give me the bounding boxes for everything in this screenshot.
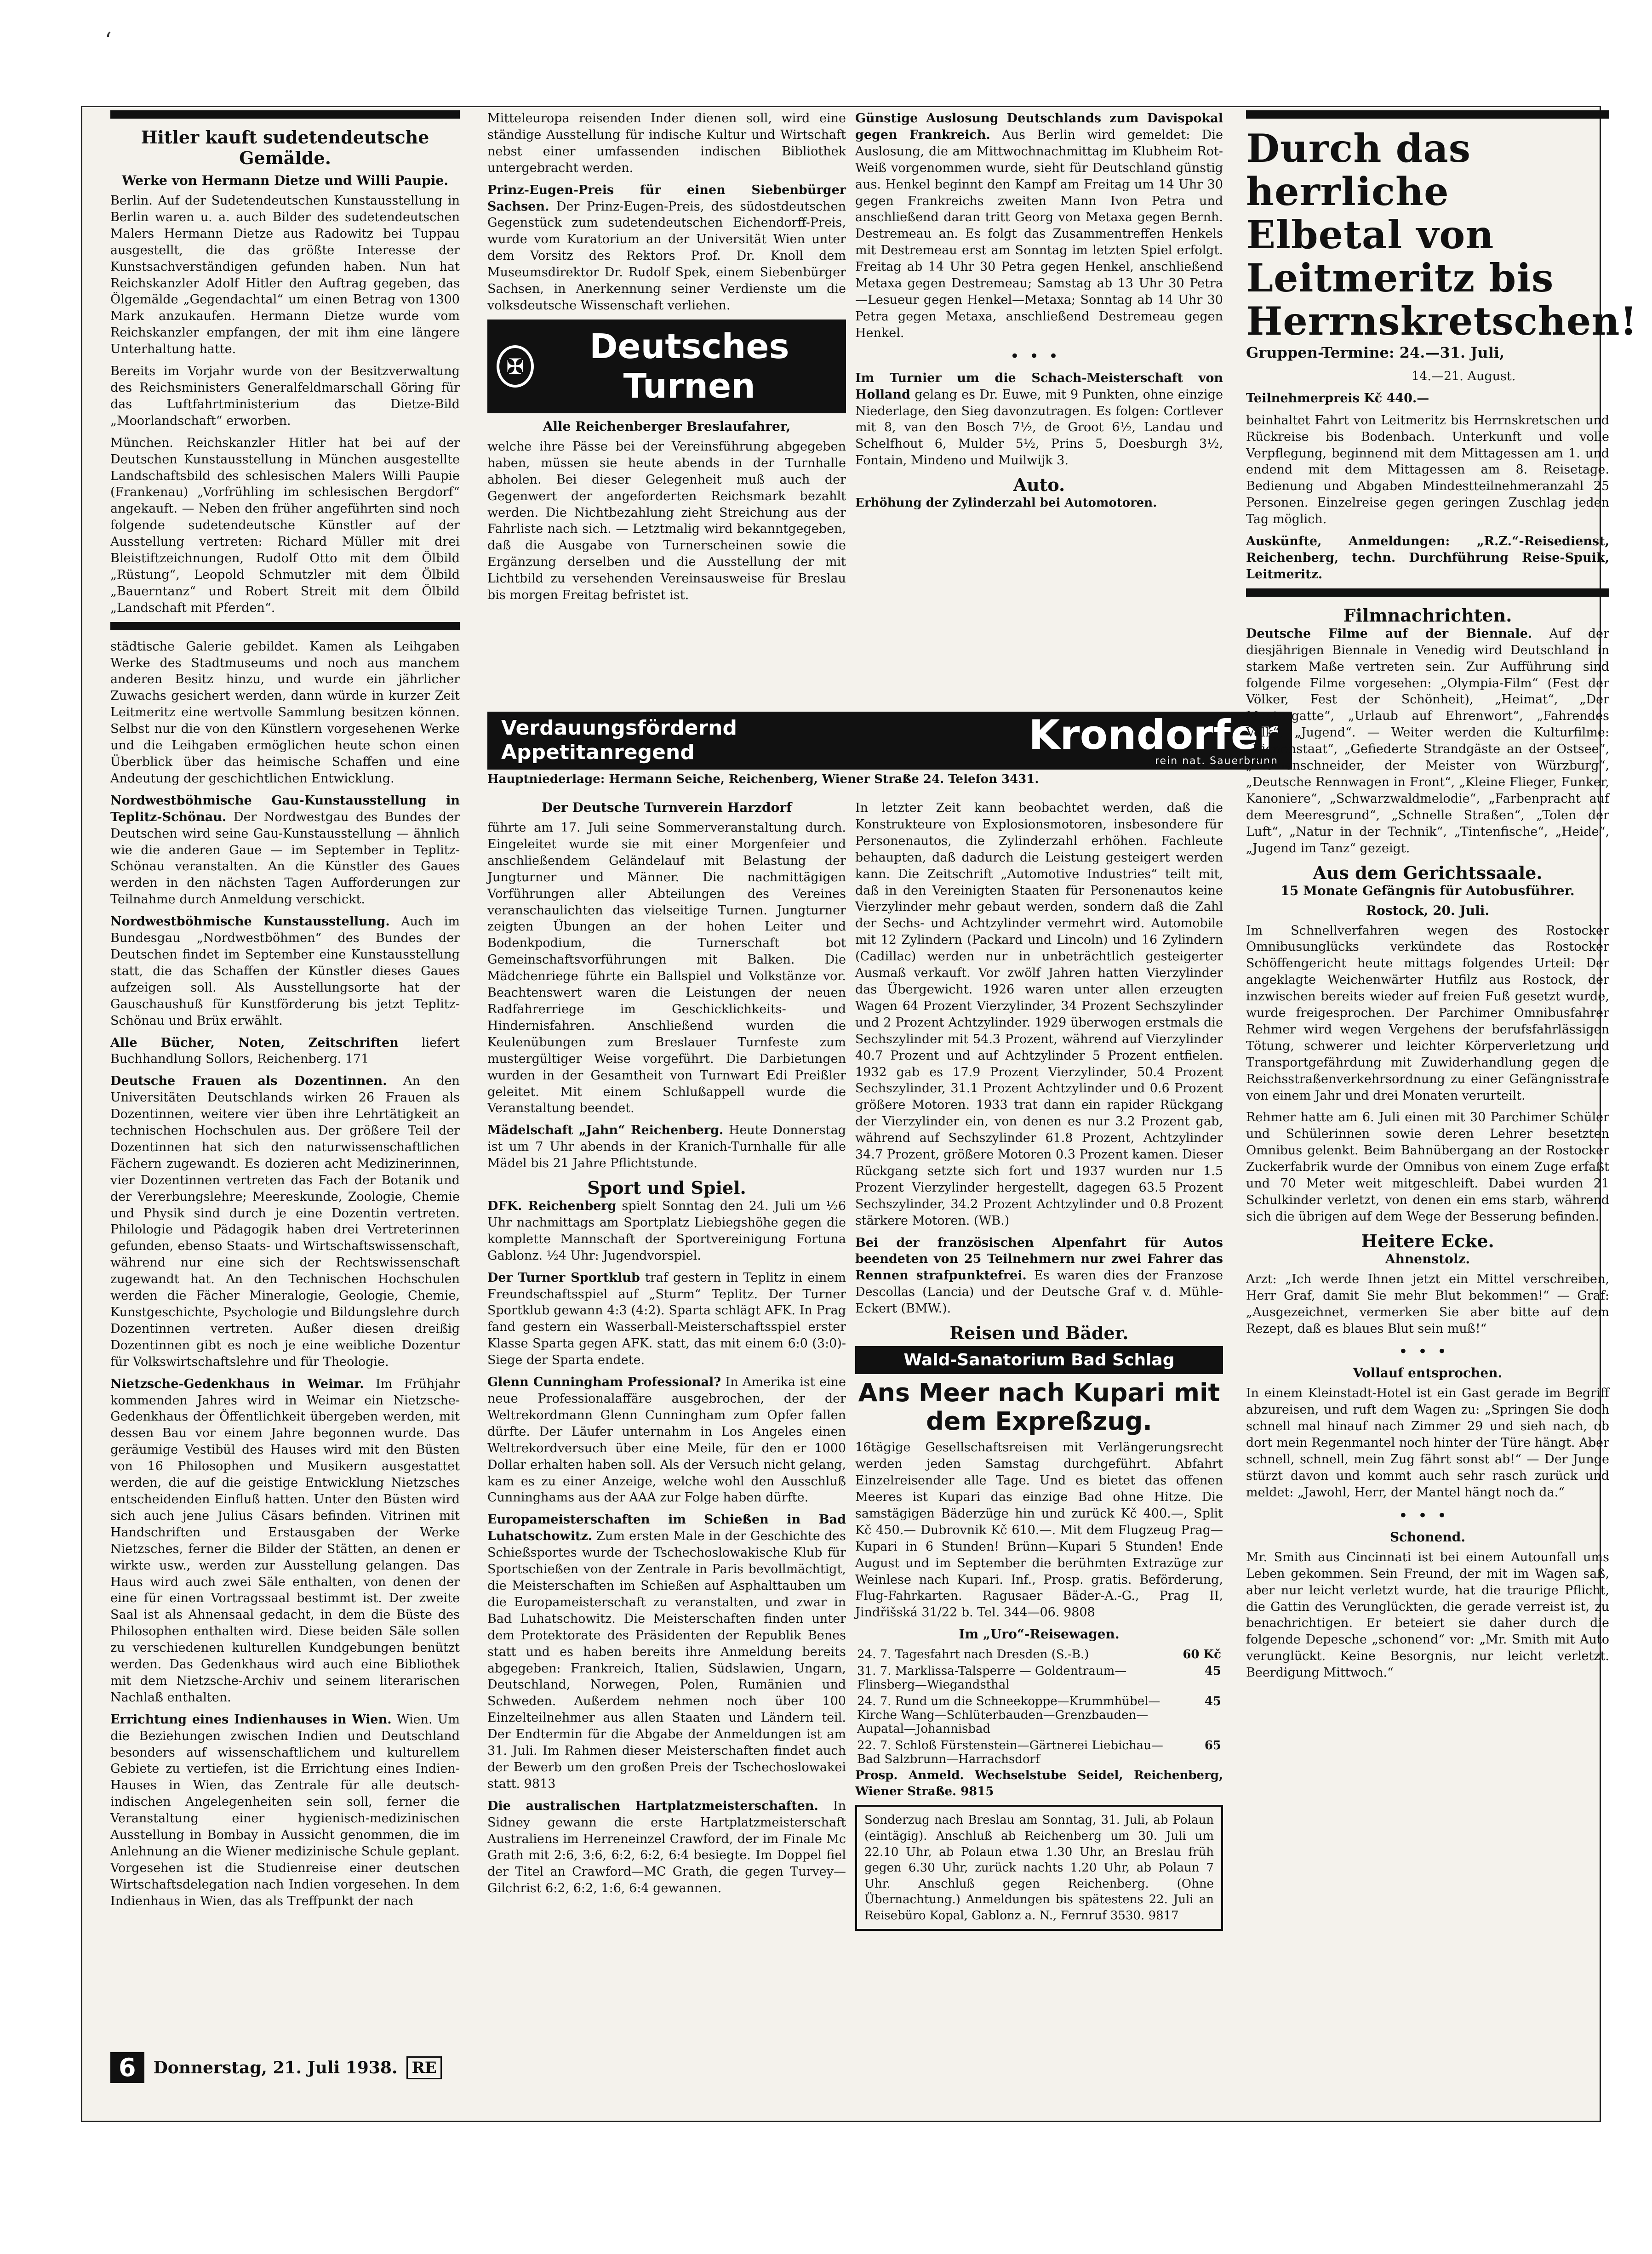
news-text: traf gestern in Teplitz in einem Freundschaftsspiel auf „Sturm“ Teplitz. Der Turner Sportklub gewann 4:3 (4:2). Sparta schlägt AFK. In Prag fand gestern ein Wasserball-Meisterschaftsspiel erster Klasse Sparta gegen AFK. statt, das mit einem 6:0 (3:0)-Siege der Sparta endete. <box>487 1270 846 1368</box>
news-head: Günstige Auslosung Deutschlands zum Davispokal gegen Frankreich. <box>855 111 1223 142</box>
section-title-humor: Heitere Ecke. <box>1361 1230 1494 1251</box>
column-rule <box>110 110 460 119</box>
article-paragraph: städtische Galerie gebildet. Kamen als Leihgaben Werke des Stadtmuseums und noch aus manchem anderen Besitz hinzu, und wurde ein jährlicher Zuwachs gesichert werden, dann würde in kurzer Zeit Leitmeritz eine wertvolle Sammlung besitzen können. Selbst nur die von den Künstlern vorgesehenen Werke und die Leihgaben ermöglichen heute schon einen Überblick über das heimische Schaffen und eine Andeutung der geschichtlichen Entwicklung. <box>110 639 460 786</box>
group-dates-2: 14.—21. August. <box>1412 369 1516 383</box>
article-paragraph: Im Schnellverfahren wegen des Rostocker Omnibusunglücks verkündete das Rostocker Schöffengericht heute mittags folgendes Urteil: Der angeklagte Weichenwärter Hutfilz aus Rostock, der inzwischen bereits wieder auf freien Fuß gesetzt wurde, wurde freigesprochen. Der Parchimer Omnibusfahrer Rehmer wird wegen Vergehens der berufsfahrlässigen Tötung, schwerer und leichter Körperverletzung und Transportgefährdung mit Zuwiderhandlung gegen die Reichsstraßenverkehrsordnung zu einer Gefängnisstrafe von einem Jahr und drei Monaten verurteilt. <box>1246 923 1609 1103</box>
article-paragraph: führte am 17. Juli seine Sommerveranstaltung durch. Eingeleitet wurde sie mit einer Morgenfeier und anschließendem Geländelauf mit Belastung der Jungturner und Männer. Die nachmittägigen Vorführungen aller Abteilungen des Vereines veranschaulichten das vielseitige Turnen. Jungturner zeigten Übungen an der hohen Leiter und Bodenkpodium, die Turnerschaft bot Gemeinschaftsvorführungen mit Balken. Die Mädchenriege führte ein Ballspiel und Volkstänze vor. Beachtenswert waren die Leistungen der neuen Radfahrerriege im Geschicklichkeits- und Hindernisfahren. Anschließend wurden die Keulenübungen zum Breslauer Turnfeste zum mustergültiger Weise vorgeführt. Die Darbietungen wurden in der Gesamtheit von Turnwart Edi Preißler geleitet. Mit einem Schlußappell wurde die Veranstaltung beendet. <box>487 821 846 1116</box>
column-rule <box>110 622 460 630</box>
article-headline: Hitler kauft sudetendeutsche Gemälde. <box>141 127 429 168</box>
article-paragraph: Mitteleuropa reisenden Inder dienen soll, wird eine ständige Ausstellung für indische Kultur und Wirtschaft nebst einer umfassenden indischen Bibliothek untergebracht werden. <box>487 111 846 175</box>
column-1 <box>110 110 460 1915</box>
ad-line: Appetitanregend <box>501 741 695 764</box>
news-head: Errichtung eines Indienhauses in Wien. <box>110 1712 392 1727</box>
news-head: Prinz-Eugen-Preis für einen Siebenbürger Sachsen. <box>487 183 846 214</box>
section-title-sport: Sport und Spiel. <box>587 1177 746 1198</box>
news-text: Der Nordwestgau des Bundes der Deutschen wird seine Gau-Kunstausstellung — ähnlich wie die anderen Gaue — im September in Teplitz-Schönau veranstalten. An die Künstler des Gaues werden in den nächsten Tagen Aufforderungen zur Teilnahme durch Anmeldung verschickt. <box>110 810 460 907</box>
trip-price: 45 <box>1204 1664 1221 1678</box>
ad-line: Verdauungsfördernd <box>501 716 737 740</box>
joke-text: In einem Kleinstadt-Hotel ist ein Gast gerade im Begriff abzureisen, und ruft dem Wagen zu: „Springen Sie doch schnell mal hinauf nach Zimmer 29 und sieh nach, ob dort mein Regenmantel noch hinter der Türe hängt. Aber schnell, schnell, mein Zug fährt sonst ab!“ — Der Junge stürzt davon und kommt auch sehr rasch zurück und meldet: „Jawohl, Herr, der Mantel hängt noch da.“ <box>1246 1386 1609 1500</box>
section-title-film: Filmnachrichten. <box>1343 605 1512 626</box>
news-head: Im Turnier um die Schach-Meisterschaft von Holland <box>855 371 1223 402</box>
joke-text: Arzt: „Ich werde Ihnen jetzt ein Mittel verschreiben, Herr Graf, damit Sie mehr Blut bekommen!“ — Graf: „Ausgezeichnet, vermerken Sie aber bitte auf dem Rezept, daß es blaues Blut sein muß!“ <box>1246 1272 1609 1336</box>
ad-brand: Krondorfer <box>1029 711 1278 759</box>
column-rule <box>1246 110 1609 119</box>
column-2 <box>487 110 846 609</box>
table-row <box>855 1737 1223 1768</box>
news-text: Heute Donnerstag ist um 7 Uhr abends in der Kranich-Turnhalle für alle Mädel bis 21 Jahre Pflichtstunde. <box>487 1123 846 1171</box>
section-title-auto: Auto. <box>1013 474 1065 496</box>
publisher-logo: RE <box>406 2056 441 2079</box>
news-head: Deutsche Filme auf der Biennale. <box>1246 626 1532 641</box>
news-text: In Sidney gewann die erste Hartplatzmeisterschaft Australiens im Herreneinzel Crawford, der im Finale Mc Grath mit 2:6, 3:6, 6:2, 6:2, 6:4 besiegte. Im Doppel fiel der Titel an Crawford—MC Grath, die gegen Turvey—Gilchrist 6:2, 6:2, 1:6, 6:4 gewannen. <box>487 1798 846 1896</box>
joke-title: Vollauf entsprochen. <box>1353 1365 1503 1381</box>
article-paragraph: Rehmer hatte am 6. Juli einen mit 30 Parchimer Schüler und Schülerinnen sowie deren Lehrer besetzten Omnibus gelenkt. Beim Bahnübergang an der Rostocker Zuckerfabrik wurde der Omnibus von einem Zuge erfaßt und 70 Meter weit mitgeschleift. Dabei wurden 21 Schulkinder verletzt, von denen ein ems starb, während sich die übrigen auf dem Wege der Besserung befinden. <box>1246 1110 1609 1224</box>
article-paragraph: 16tägige Gesellschaftsreisen mit Verlängerungsrecht werden jeden Samstag durchgeführt. Abfahrt Einzelreisender alle Tage. Und es bietet das offenen Meeres ist Kupari das einzige Bad ohne Hitze. Die samstägigen Bäderzüge hin und zurück Kč 400.—, Split Kč 450.— Dubrovnik Kč 610.—. Mit dem Flugzeug Prag—Kupari in 6 Stunden! Brünn—Kupari 5 Stunden! Ende August und im September die berühmten Extrazüge zur Weinlese nach Kupari. Inf., Prosp. gratis. Beförderung, Flug-Fahrkarten. Ragusaer Bäder-A.-G., Prag II, Jindřišská 31/22 b. Tel. 344—06. 9808 <box>855 1440 1223 1620</box>
separator-dots: ••• <box>1398 1342 1457 1361</box>
news-text: Auch im Bundesgau „Nordwestböhmen“ des Bundes der Deutschen findet im September eine Kunstausstellung statt, die das Schaffen der Künstler dieses Gaues aufzeigen soll. Als Ausstellungsorte hat der Gauschaushuß für Kunstförderung bis jetzt Teplitz-Schönau und Brüx erwählt. <box>110 914 460 1028</box>
issue-date: Donnerstag, 21. Juli 1938. <box>153 2058 398 2077</box>
column-3 <box>855 110 1223 517</box>
news-text: Im Frühjahr kommenden Jahres wird in Weimar ein Nietzsche-Gedenkhaus der Öffentlichkeit übergeben werden, mit dessen Bau vor einem Jahre begonnen wurde. Das geräumige Vestibül des Hauses wird mit den Büsten von 16 Philosophen und Musikern ausgestattet werden, die auf die geistige Entwicklung Nietzsches entscheidenden Einfluß hatten. Unter den Büsten wird sich auch jene Julius Cäsars befinden. Vitrinen mit Handschriften und Erstausgaben der Werke Nietzsches, ferner die Bilder der Stätten, an denen er wirkte usw., werden zur Ausstellung gelangen. Das Haus wird auch zwei Säle enthalten, von denen der eine für einen Vortragssaal bestimmt ist. Der zweite Saal ist als Ahnensaal gedacht, in dem die Büste des Philosophen enthalten wird. Diese beiden Säle sollen zu verschiedenen kulturellen Kundgebungen benützt werden. Das Gedenkhaus wird auch eine Bibliothek mit dem Nietzsche-Archiv und seinem literarischen Nachlaß enthalten. <box>110 1376 460 1705</box>
trip-desc: 22. 7. Schloß Fürstenstein—Gärtnerei Liebichau—Bad Salzbrunn—Harrachsdorf <box>857 1739 1163 1767</box>
page-number: 6 <box>110 2052 144 2083</box>
ad-tagline: rein nat. Sauerbrunn <box>1155 755 1278 767</box>
news-head: Mädelschaft „Jahn“ Reichenberg. <box>487 1123 724 1138</box>
page-footer <box>110 2052 460 2083</box>
joke-title: Schonend. <box>1389 1529 1466 1545</box>
article-paragraph: Bereits im Vorjahr wurde von der Besitzverwaltung des Reichsministers Generalfeldmarschall Göring für das Luftfahrtministerium das Dietze-Bild „Moorlandschaft“ erworben. <box>110 364 460 428</box>
table-row <box>855 1646 1223 1663</box>
news-text: Auf der diesjährigen Biennale in Venedig wird Deutschland in starkem Maße vertreten sein. Zur Aufführung sind folgende Filme vorgesehen: „Olympia-Film“ (Fest der Völker, Fest der Schönheit), „Heimat“, „Der Mustergatte“, „Urlaub auf Ehrenwort“, „Fahrendes Volk“, „Jugend“. — Weiter werden die Kulturfilme: „Bienenstaat“, „Gefiederte Strandgäste an der Ostsee“, „Riemenschneider, der Meister von Würzburg“, „Deutsche Rennwagen in Front“, „Kleine Flieger, Funker, Kanoniere“, „Schwarzwaldmelodie“, „Farbenpracht auf dem Meeresgrund“, „Schnelle Straßen“, „Tolen der Luft“, „Natur in der Technik“, „Tintenfische“, „Heide“, „Jugend im Tanz“ gezeigt. <box>1246 626 1609 856</box>
margin-mark: ʻ <box>105 28 112 52</box>
trip-desc: 31. 7. Marklissa-Talsperre — Goldentraum—Flinsberg—Wiegandsthal <box>857 1664 1127 1692</box>
table-row <box>855 1693 1223 1737</box>
trip-table <box>855 1646 1223 1768</box>
article-subtitle: Werke von Hermann Dietze und Willi Paupie. <box>122 173 448 188</box>
trip-footer: Prosp. Anmeld. Wechselstube Seidel, Reichenberg, Wiener Straße. 9815 <box>855 1769 1223 1798</box>
ad-footer: Hauptniederlage: Hermann Seiche, Reichenberg, Wiener Straße 24. Telefon 3431. <box>487 772 1039 786</box>
news-text: Der Prinz-Eugen-Preis, des südostdeutschen Gegenstück zum sudetendeutschen Eichendorff-Preis, wurde vom Kuratorium an der Universität Wien unter dem Vorsitz des Rektors Prof. Dr. Knoll dem Museumsdirektor Dr. Rudolf Spek, einem Siebenbürger Sachsen, in Anerkennung seiner Verdienste um die volksdeutsche Wissenschaft verliehen. <box>487 199 846 313</box>
news-head: Nordwestböhmische Kunstausstellung. <box>110 914 390 929</box>
news-head: Die australischen Hartplatzmeisterschaften. <box>487 1798 818 1813</box>
sanatorium-ad: Wald-Sanatorium Bad Schlag <box>855 1346 1223 1374</box>
article-paragraph: Auskünfte, Anmeldungen: „R.Z.“-Reisedienst, Reichenberg, techn. Durchführung Reise-Spuik, Leitmeritz. <box>1246 534 1609 582</box>
trip-price: 60 Kč <box>1183 1648 1221 1662</box>
news-head: Glenn Cunningham Professional? <box>487 1375 721 1390</box>
court-subtitle: 15 Monate Gefängnis für Autobusführer. <box>1280 883 1575 898</box>
group-dates: Gruppen-Termine: 24.—31. Juli, <box>1246 344 1505 362</box>
section-title-reisen: Reisen und Bäder. <box>949 1323 1129 1344</box>
article-headline: Alle Reichenberger Breslaufahrer, <box>543 418 791 434</box>
news-text: spielt Sonntag den 24. Juli um ½6 Uhr nachmittags am Sportplatz Liebiegshöhe gegen die komplette Mannschaft der Sportvereinigung Fortuna Gablonz. ½4 Uhr: Jugendvorspiel. <box>487 1199 846 1263</box>
uro-title: Im „Uro“-Reisewagen. <box>959 1626 1120 1642</box>
ad-text: liefert Buchhandlung Sollors, Reichenberg. 171 <box>110 1035 460 1067</box>
participant-price: Teilnehmerpreis Kč 440.— <box>1246 391 1429 405</box>
ad-head: Alle Bücher, Noten, Zeitschriften <box>110 1035 399 1050</box>
separator-dots: ••• <box>1010 347 1069 365</box>
article-headline: Der Deutsche Turnverein Harzdorf <box>541 800 792 815</box>
news-head: Erhöhung der Zylinderzahl bei Automotoren. <box>855 496 1157 510</box>
court-dateline: Rostock, 20. Juli. <box>1366 902 1490 918</box>
trip-price: 65 <box>1204 1739 1221 1753</box>
column-4 <box>1246 110 1638 1687</box>
separator-dots: ••• <box>1398 1506 1457 1525</box>
box-text: Sonderzug nach Breslau am Sonntag, 31. Juli, ab Polaun (eintägig). Anschluß ab Reichenberg um 30. Juli um 22.10 Uhr, ab Polaun etwa 1.30 Uhr, an Breslau früh gegen 6.30 Uhr, zurück nachts 1.20 Uhr, ab Polaun 7 Uhr. Anschluß gegen Reichenberg. (Ohne Übernachtung.) Anmeldungen bis spätestens 22. Juli an Reisebüro Kopal, Gablonz a. N., Fernruf 3530. 9817 <box>864 1813 1214 1923</box>
section-title-court: Aus dem Gerichtssaale. <box>1313 862 1543 883</box>
table-row <box>855 1663 1223 1693</box>
section-title: Deutsches Turnen <box>589 326 789 406</box>
news-text: In Amerika ist eine neue Professionalaffäre ausgebrochen, der der Weltrekordmann Glenn Cunningham zum Opfer fallen dürfte. Der Läufer unternahm in Los Angeles einen Weltrekordversuch über eine Meile, für den er 1000 Dollar erhalten haben soll. Als der Versuch nicht gelang, kam es zu einer Anzeige, welche wohl den Ausschluß Cunninghams aus der AAA zur Folge haben dürfte. <box>487 1375 846 1505</box>
kupari-headline: Ans Meer nach Kupari mit dem Expreßzug. <box>858 1378 1220 1436</box>
news-head: DFK. Reichenberg <box>487 1199 617 1214</box>
news-head: Bei der französischen Alpenfahrt für Autos beendeten von 25 Teilnehmern nur zwei Fahrer das Rennen strafpunktefrei. <box>855 1235 1223 1283</box>
joke-title: Ahnenstolz. <box>1385 1251 1470 1267</box>
news-text: gelang es Dr. Euwe, mit 9 Punkten, ohne einzige Niederlage, den Sieg davonzutragen. Es folgen: Cortlever mit 8, van den Bosch 7½, de Groot 6½, Landau und Schelfhout 6, Mulder 5½, Prins 5, Doesburgh 3½, Fontain, Mindeno und Muilwijk 3. <box>855 387 1223 468</box>
article-paragraph: München. Reichskanzler Hitler hat bei auf der Deutschen Kunstausstellung in München ausgestellte Landschaftsbild des schlesischen Malers Willi Paupie (Frankenau) „Vorfrühling im schlesischen Bergdorf“ angekauft. — Neben den früher angeführten sind noch folgende sudetendeutsche Künstler auf der Ausstellung vertreten: Richard Müller mit drei Bleistiftzeichnungen, Rudolf Otto mit dem Ölbild „Rüstung“, Leopold Schmutzler mit dem Ölbild „Bauerntanz“ und Robert Streit mit dem Ölbild „Landschaft mit Pferden“. <box>110 435 460 615</box>
news-head: Deutsche Frauen als Dozentinnen. <box>110 1074 387 1089</box>
news-text: An den Universitäten Deutschlands wirken 26 Frauen als Dozentinnen, weitere vier üben ihre Lehrtätigkeit an technischen Hochschulen aus. Der größere Teil der Dozentinnen hat sich den naturwissenschaftlichen Fächern zugewandt. Es dozieren acht Medizinerinnen, vier Dozentinnen vertreten das Fach der Botanik und der Vererbungslehre; Meereskunde, Zoologie, Chemie und Physik sind durch je eine Dozentin vertreten. Philologie und Pädagogik haben drei Vertreterinnen gefunden, ebenso Staats- und Wirtschaftswissenschaft, während nur eine sich der Rechtswissenschaft zugewandt hat. An den Technischen Hochschulen werden die Fächer Mineralogie, Geologie, Chemie, Kunstgeschichte, Psychologie und Bildungslehre durch Dozentinnen vertreten. Außer diesen dreißig Dozentinnen gibt es noch je eine weibliche Dozentur für Volkswirtschaftslehre und für Theologie. <box>110 1074 460 1369</box>
news-head: Nordwestböhmische Gau-Kunstausstellung in Teplitz-Schönau. <box>110 793 460 824</box>
news-text: Aus Berlin wird gemeldet: Die Auslosung, die am Mittwochnachmittag im Klubheim Rot-Weiß vorgenommen wurde, sieht für Deutschland günstig aus. Henkel beginnt den Kampf am Freitag um 14 Uhr 30 gegen Frankreichs zweiten Mann Ivon Petra und anschließend daran tritt Georg von Metaxa gegen Bernh. Destremeau an. Es folgt das Zusammentreffen Henkels mit Destremeau erst am Sonntag im letzten Spiel erfolgt. Freitag ab 14 Uhr 30 Petra gegen Henkel, anschließend Metaxa gegen Destremeau; Samstag ab 13 Uhr 30 Petra—Lesueur gegen Henkel—Metaxa; Sonntag ab 14 Uhr 30 Petra gegen Metaxa, anschließend Destremeau gegen Henkel. <box>855 127 1223 340</box>
article-paragraph: In letzter Zeit kann beobachtet werden, daß die Konstrukteure von Explosionsmotoren, insbesondere für Personenautos, die Zylinderzahl erhöhen. Fachleute behaupten, daß dadurch die Leistung gesteigert werden kann. Die Zeitschrift „Automotive Industries“ teilt mit, daß in den Vereinigten Staaten für Personenautos keine Vierzylinder mehr gebaut werden, sondern daß die Zahl der Sechs- und Achtzylinder vermehrt wird. Automobile mit 12 Zylindern (Packard und Lincoln) und 16 Zylindern (Cadillac) werden nur in unbeträchtlich gesteigerter Ausmaß verkauft. Vor zwölf Jahren hatten Vierzylinder das Übergewicht. 1926 waren unter allen erzeugten Wagen 64 Prozent Vierzylinder, 34 Prozent Sechszylinder und 2 Prozent Achtzylinder. 1929 überwogen erstmals die Sechszylinder mit 54.3 Prozent, während auf Vierzylinder 40.7 Prozent und auf Achtzylinder 5 Prozent entfielen. 1932 gab es 17.9 Prozent Vierzylinder, 50.4 Prozent Sechszylinder, 31.1 Prozent Achtzylinder und 0.6 Prozent größere Motoren. 1933 trat dann ein rapider Rückgang der Vierzylinder ein, von denen es nur 3.2 Prozent gab, während auf Sechszylinder 61.8 Prozent, Achtzylinder 34.7 Prozent, größere Motoren 0.3 Prozent kamen. Dieser Rückgang setzte sich fort und 1937 wurden nur 1.5 Prozent Vierzylinder hergestellt, dagegen 63.5 Prozent Sechszylinder, 34.2 Prozent Achtzylinder und 0.8 Prozent stärkere Motoren. (WB.) <box>855 801 1223 1228</box>
sonderzug-box <box>855 1805 1223 1931</box>
trip-desc: 24. 7. Tagesfahrt nach Dresden (S.-B.) <box>857 1648 1089 1662</box>
column-2-lower <box>487 800 846 1902</box>
krondorfer-ad <box>487 712 1292 770</box>
news-head: Nietzsche-Gedenkhaus in Weimar. <box>110 1376 364 1391</box>
article-paragraph: welche ihre Pässe bei der Vereinsführung abgegeben haben, müssen sie heute abends in der Turnhalle abholen. Bei dieser Gelegenheit muß auch der Gegenwert der angeforderten Reichsmark bezahlt werden. Die Nichtbezahlung zieht Streichung aus der Fahrliste nach sich. — Letztmalig wird bekanntgegeben, daß die Ausgabe von Turnerscheinen sowie die Ergänzung derselben und die Ausstellung der mit Lichtbild zu versehenden Vereinsausweise für Breslau bis morgen Freitag befristet ist. <box>487 439 846 603</box>
turner-cross-icon: ✠ <box>497 345 534 388</box>
column-rule <box>1246 588 1609 597</box>
column-3-lower <box>855 800 1223 1935</box>
section-banner-turnen <box>487 320 846 413</box>
trip-desc: 24. 7. Rund um die Schneekoppe—Krummhübel—Kirche Wang—Schlüterbauden—Grenzbauden—Aupatal—Johannisbad <box>857 1695 1160 1736</box>
travel-headline: Durch das herrliche Elbetal von Leitmeritz bis Herrnskretschen! <box>1246 126 1638 344</box>
news-text: Zum ersten Male in der Geschichte des Schießsportes wurde der Tschechoslowakische Klub für Sportschießen von der Zentrale in Paris bevollmächtigt, die Meisterschaften im Schießen auf Asphalttauben um die Europameisterschaft zu veranstalten, und zwar in Bad Luhatschowitz. Die Meisterschaften finden unter dem Protektorate des Präsidenten der Republik Benes statt und es haben bereits ihre Anmeldung bereits abgegeben: Frankreich, Italien, Südslawien, Ungarn, Deutschland, Norwegen, Polen, Rumänien und Schweden. Außerdem nehmen noch über 100 Einzelteilnehmer aus allen Staaten und Ländern teil. Der Endtermin für die Abgabe der Anmeldungen ist am 31. Juli. Im Rahmen dieser Meisterschaften findet auch der Bewerb um den großen Preis der Tschechoslowakei statt. 9813 <box>487 1529 846 1791</box>
news-head: Der Turner Sportklub <box>487 1270 640 1285</box>
joke-text: Mr. Smith aus Cincinnati ist bei einem Autounfall ums Leben gekommen. Sein Freund, der mit im Wagen saß, aber nur leicht verletzt wurde, hat die traurige Pflicht, die Gattin des Verunglückten, die gerade verreist ist, zu benachrichtigen. Er beteiert sie daher durch die folgende Depesche „schonend“ vor: „Mr. Smith mit Auto verunglückt. Keine Besorgnis, nur leicht verletzt. Beerdigung Mittwoch.“ <box>1246 1550 1609 1680</box>
news-text: Es waren dies der Franzose Descollas (Lancia) und der Deutsche Graf v. d. Mühle-Eckert (BMW.). <box>855 1268 1223 1316</box>
news-head: Europameisterschaften im Schießen in Bad Luhatschowitz. <box>487 1512 846 1544</box>
news-text: Wien. Um die Beziehungen zwischen Indien und Deutschland besonders auf wissenschaftlichem und kulturellem Gebiete zu vertiefen, ist die Errichtung eines Indien-Hauses in Wien, das Zentrale für alle deutsch-indischen Angelegenheiten sein soll, ferner die Veranstaltung einer hygienisch-medizinischen Ausstellung in Bombay in Aussicht genommen, die im Anlehnung an die Wiener medizinische Schule geplant. Vorgesehen ist die Studienreise einer deutschen Wirtschaftsdelegation nach Indien vorgesehen. In dem Indienhaus in Wien, das als Treffpunkt der nach <box>110 1712 460 1908</box>
article-paragraph: Berlin. Auf der Sudetendeutschen Kunstausstellung in Berlin waren u. a. auch Bilder des sudetendeutschen Malers Hermann Dietze aus Radowitz bei Tuppau ausgestellt, die das größte Interesse der Kunstsachverständigen gefunden haben. Nun hat Reichskanzler Adolf Hitler den Auftrag gegeben, das Ölgemälde „Gegendachtal“ um einen Betrag von 1300 Mark anzukaufen. Hermann Dietze wurde vom Reichskanzler empfangen, der mit ihm eine längere Unterhaltung hatte. <box>110 194 460 357</box>
article-paragraph: beinhaltet Fahrt von Leitmeritz bis Herrnskretschen und Rückreise bis Bodenbach. Unterkunft und volle Verpflegung, beginnend mit dem Mittagessen am 1. und endend mit dem Mittagessen am 8. Reisetage. Bedienung und Abgaben Mindestteilnehmeranzahl 25 Personen. Einzelreise gegen geringen Zuschlag jeden Tag möglich. <box>1246 413 1609 527</box>
trip-price: 45 <box>1204 1695 1221 1709</box>
